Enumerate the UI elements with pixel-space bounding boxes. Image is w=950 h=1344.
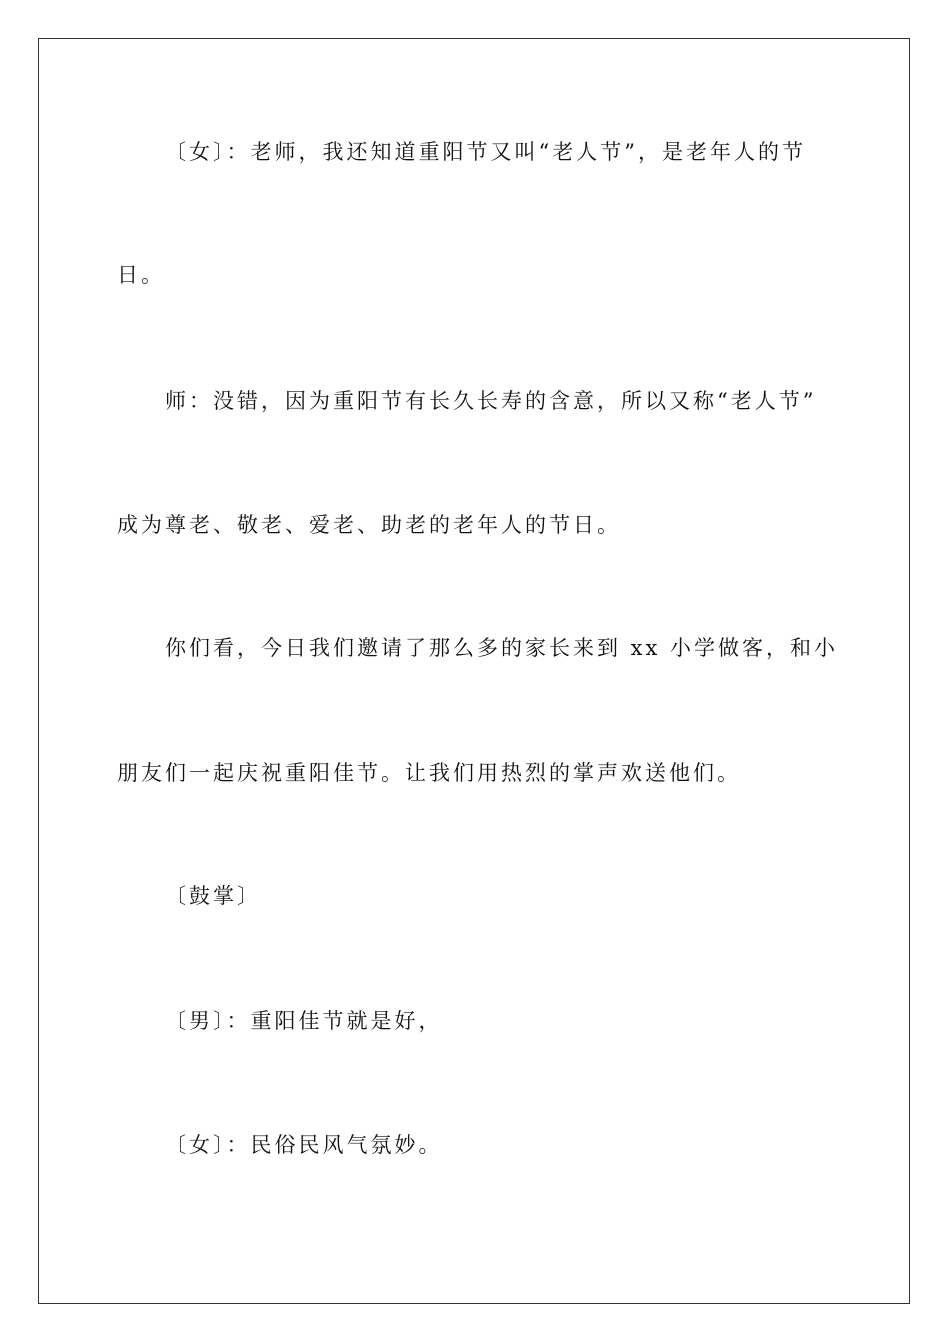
page-frame bbox=[38, 38, 910, 1304]
paragraph-line-2: 日。 bbox=[117, 263, 165, 287]
paragraph-line-1: 〔女〕：老师，我还知道重阳节又叫“老人节”，是老年人的节 bbox=[165, 140, 806, 164]
paragraph-line-5: 你们看，今日我们邀请了那么多的家长来到 xx 小学做客，和小 bbox=[165, 636, 839, 660]
paragraph-line-4: 成为尊老、敬老、爱老、助老的老年人的节日。 bbox=[117, 513, 621, 537]
paragraph-line-9: 〔女〕：民俗民风气氛妙。 bbox=[165, 1133, 443, 1157]
paragraph-line-7: 〔鼓掌〕 bbox=[165, 884, 261, 908]
paragraph-line-6: 朋友们一起庆祝重阳佳节。让我们用热烈的掌声欢送他们。 bbox=[117, 761, 741, 785]
paragraph-line-8: 〔男〕：重阳佳节就是好， bbox=[165, 1009, 443, 1033]
paragraph-line-3: 师：没错，因为重阳节有长久长寿的含意，所以又称“老人节” bbox=[165, 389, 817, 413]
